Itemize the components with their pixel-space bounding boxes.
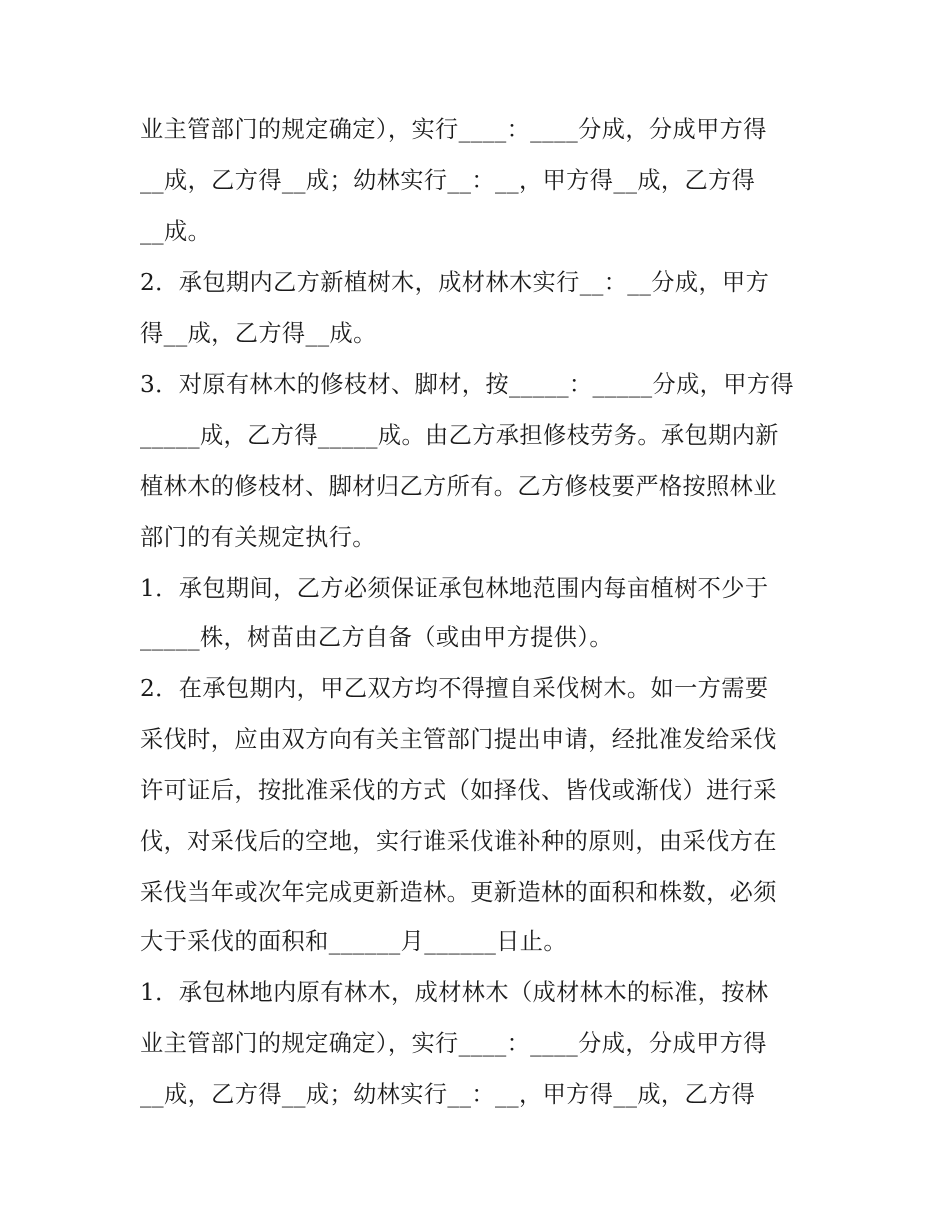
text-line: 大于采伐的面积和______月______日止。 [140, 928, 567, 955]
text-line: 1．承包期间，乙方必须保证承包林地范围内每亩植树不少于 [140, 575, 769, 602]
text-line: 业主管部门的规定确定），实行____：____分成，分成甲方得 [140, 116, 767, 143]
text-line: 部门的有关规定执行。 [140, 524, 376, 551]
text-line: 2．在承包期内，甲乙双方均不得擅自采伐树木。如一方需要 [140, 675, 769, 702]
text-line: 许可证后，按批准采伐的方式（如择伐、皆伐或渐伐）进行采 [140, 777, 777, 804]
text-line: 业主管部门的规定确定），实行____：____分成，分成甲方得 [140, 1030, 767, 1057]
text-line: 1．承包林地内原有林木，成材林木（成材林木的标准，按林 [140, 979, 769, 1006]
text-line: 植林木的修枝材、脚材归乙方所有。乙方修枝要严格按照林业 [140, 473, 777, 500]
text-line: 采伐当年或次年完成更新造林。更新造林的面积和株数，必须 [140, 879, 777, 906]
text-line: 3．对原有林木的修枝材、脚材，按_____：_____分成，甲方得 [140, 371, 795, 398]
text-line: __成。 [140, 218, 212, 245]
text-line: 2．承包期内乙方新植树木，成材林木实行__：__分成，甲方 [140, 269, 770, 296]
text-line: __成，乙方得__成；幼林实行__：__，甲方得__成，乙方得 [140, 167, 756, 194]
text-line: _____成，乙方得_____成。由乙方承担修枝劳务。承包期内新 [140, 422, 779, 449]
text-line: 采伐时，应由双方向有关主管部门提出申请，经批准发给采伐 [140, 726, 777, 753]
text-line: 伐，对采伐后的空地，实行谁采伐谁补种的原则，由采伐方在 [140, 828, 777, 855]
text-line: _____株，树苗由乙方自备（或由甲方提供）。 [140, 624, 613, 651]
text-line: 得__成，乙方得__成。 [140, 320, 377, 347]
text-line: __成，乙方得__成；幼林实行__：__，甲方得__成，乙方得 [140, 1081, 756, 1108]
